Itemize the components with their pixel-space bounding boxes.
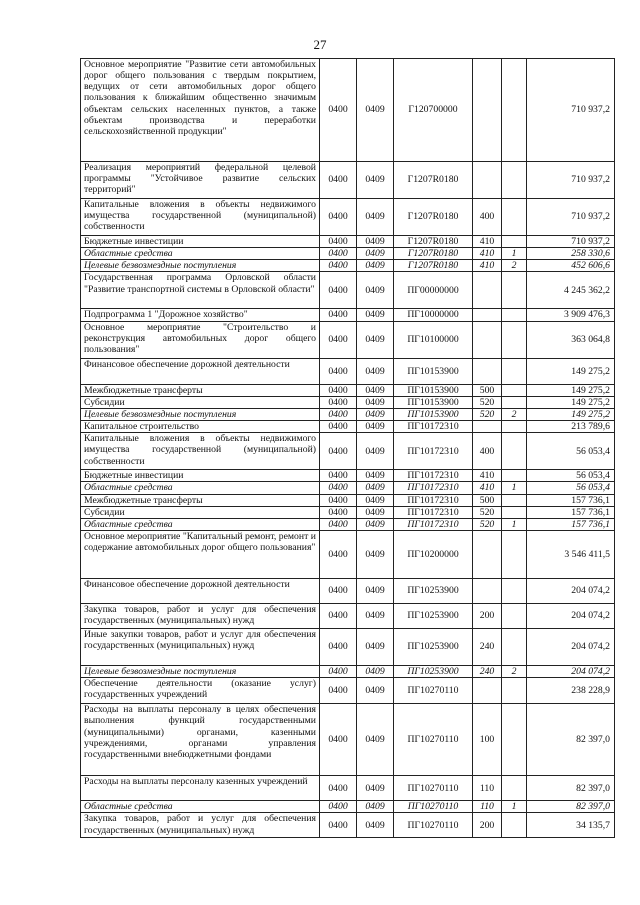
- row-target-article: ПГ10153900: [394, 396, 473, 408]
- row-subsection-code: 0409: [357, 531, 394, 579]
- row-description: Обеспечение деятельности (оказание услуг) государственных учреждений: [81, 678, 320, 704]
- table-row: [81, 666, 615, 678]
- row-description: Капитальные вложения в объекты недвижимого имущества государственной (муниципальной) собственности: [81, 199, 320, 236]
- row-target-article: ПГ10253900: [394, 604, 473, 629]
- row-source-code: [502, 421, 527, 433]
- row-subsection-code: 0409: [357, 494, 394, 506]
- row-target-article: ПГ10172310: [394, 433, 473, 470]
- row-source-code: [502, 494, 527, 506]
- table-row: [81, 579, 615, 604]
- row-source-code: [502, 470, 527, 482]
- row-target-article: ПГ10172310: [394, 482, 473, 494]
- row-amount: 204 074,2: [527, 579, 615, 604]
- row-section-code: 0400: [320, 309, 357, 321]
- row-expense-type: 410: [473, 236, 502, 248]
- table-row: [81, 704, 615, 776]
- row-target-article: ПГ10270110: [394, 813, 473, 838]
- row-subsection-code: 0409: [357, 59, 394, 162]
- row-subsection-code: 0409: [357, 801, 394, 813]
- row-section-code: 0400: [320, 421, 357, 433]
- row-amount: 204 074,2: [527, 629, 615, 666]
- row-subsection-code: 0409: [357, 470, 394, 482]
- row-description: Бюджетные инвестиции: [81, 236, 320, 248]
- row-description: Областные средства: [81, 482, 320, 494]
- row-target-article: ПГ10270110: [394, 678, 473, 704]
- table-row: [81, 776, 615, 801]
- row-source-code: 2: [502, 408, 527, 420]
- row-section-code: 0400: [320, 236, 357, 248]
- row-source-code: [502, 321, 527, 358]
- table-row: [81, 531, 615, 579]
- row-target-article: Г1207R0180: [394, 162, 473, 199]
- row-expense-type: [473, 358, 502, 384]
- row-amount: 258 330,6: [527, 248, 615, 260]
- row-section-code: 0400: [320, 482, 357, 494]
- row-source-code: 2: [502, 666, 527, 678]
- row-section-code: 0400: [320, 666, 357, 678]
- row-expense-type: 520: [473, 396, 502, 408]
- row-source-code: [502, 199, 527, 236]
- row-amount: 238 228,9: [527, 678, 615, 704]
- row-description: Областные средства: [81, 248, 320, 260]
- row-target-article: Г1207R0180: [394, 236, 473, 248]
- table-row: [81, 236, 615, 248]
- row-source-code: [502, 678, 527, 704]
- row-amount: 82 397,0: [527, 776, 615, 801]
- row-subsection-code: 0409: [357, 666, 394, 678]
- row-subsection-code: 0409: [357, 260, 394, 272]
- row-section-code: 0400: [320, 358, 357, 384]
- row-description: Капитальное строительство: [81, 421, 320, 433]
- page-number: 27: [313, 37, 327, 52]
- row-expense-type: 100: [473, 704, 502, 776]
- row-description: Основное мероприятие "Строительство и реконструкция автомобильных дорог общего пользования": [81, 321, 320, 358]
- row-target-article: ПГ10153900: [394, 384, 473, 396]
- row-expense-type: 520: [473, 518, 502, 530]
- row-expense-type: [473, 59, 502, 162]
- row-expense-type: 400: [473, 199, 502, 236]
- table-row: [81, 162, 615, 199]
- table-row: [81, 272, 615, 309]
- row-description: Капитальные вложения в объекты недвижимого имущества государственной (муниципальной) собственности: [81, 433, 320, 470]
- table-row: [81, 384, 615, 396]
- row-source-code: [502, 59, 527, 162]
- row-target-article: ПГ10172310: [394, 518, 473, 530]
- row-description: Областные средства: [81, 801, 320, 813]
- row-subsection-code: 0409: [357, 321, 394, 358]
- row-source-code: [502, 506, 527, 518]
- row-source-code: 1: [502, 518, 527, 530]
- row-description: Субсидии: [81, 396, 320, 408]
- row-subsection-code: 0409: [357, 678, 394, 704]
- row-description: Государственная программа Орловской области "Развитие транспортной системы в Орловской области": [81, 272, 320, 309]
- row-amount: 149 275,2: [527, 358, 615, 384]
- row-description: Субсидии: [81, 506, 320, 518]
- row-target-article: ПГ10172310: [394, 494, 473, 506]
- row-description: Финансовое обеспечение дорожной деятельности: [81, 579, 320, 604]
- row-subsection-code: 0409: [357, 579, 394, 604]
- row-target-article: ПГ10253900: [394, 579, 473, 604]
- row-section-code: 0400: [320, 813, 357, 838]
- row-section-code: 0400: [320, 704, 357, 776]
- row-description: Межбюджетные трансферты: [81, 384, 320, 396]
- table-row: [81, 59, 615, 162]
- row-section-code: 0400: [320, 604, 357, 629]
- row-expense-type: 520: [473, 408, 502, 420]
- row-expense-type: 110: [473, 776, 502, 801]
- row-target-article: Г1207R0180: [394, 248, 473, 260]
- row-target-article: ПГ10200000: [394, 531, 473, 579]
- row-subsection-code: 0409: [357, 482, 394, 494]
- table-row: [81, 494, 615, 506]
- table-row: [81, 408, 615, 420]
- row-expense-type: 410: [473, 470, 502, 482]
- table-row: [81, 470, 615, 482]
- table-row: [81, 433, 615, 470]
- row-description: Целевые безвозмездные поступления: [81, 666, 320, 678]
- row-target-article: ПГ10172310: [394, 470, 473, 482]
- row-section-code: 0400: [320, 531, 357, 579]
- row-amount: 56 053,4: [527, 433, 615, 470]
- table-row: [81, 421, 615, 433]
- table-row: [81, 518, 615, 530]
- row-subsection-code: 0409: [357, 433, 394, 470]
- row-target-article: Г1207R0180: [394, 260, 473, 272]
- table-row: [81, 801, 615, 813]
- table-row: [81, 604, 615, 629]
- row-source-code: 1: [502, 248, 527, 260]
- row-section-code: 0400: [320, 518, 357, 530]
- row-section-code: 0400: [320, 579, 357, 604]
- row-target-article: ПГ10253900: [394, 629, 473, 666]
- row-expense-type: 520: [473, 506, 502, 518]
- row-expense-type: 410: [473, 260, 502, 272]
- row-target-article: Г1207R0180: [394, 199, 473, 236]
- row-source-code: 1: [502, 482, 527, 494]
- row-section-code: 0400: [320, 396, 357, 408]
- row-amount: 157 736,1: [527, 518, 615, 530]
- row-amount: 157 736,1: [527, 506, 615, 518]
- row-section-code: 0400: [320, 248, 357, 260]
- row-amount: 363 064,8: [527, 321, 615, 358]
- row-target-article: ПГ10100000: [394, 321, 473, 358]
- row-description: Межбюджетные трансферты: [81, 494, 320, 506]
- row-amount: 82 397,0: [527, 704, 615, 776]
- row-section-code: 0400: [320, 260, 357, 272]
- row-amount: 82 397,0: [527, 801, 615, 813]
- table-row: [81, 260, 615, 272]
- budget-table: [80, 58, 615, 838]
- row-section-code: 0400: [320, 506, 357, 518]
- row-section-code: 0400: [320, 162, 357, 199]
- row-description: Основное мероприятие "Развитие сети автомобильных дорог общего пользования с твердым покрытием, ведущих от сети автомобильных дорог общего пользования к ближайшим общественно значимым объектам сельских населенных пунктов, а также объектам производства и переработки сельскохозяйственной продукции": [81, 59, 320, 162]
- row-expense-type: [473, 321, 502, 358]
- row-section-code: 0400: [320, 433, 357, 470]
- row-subsection-code: 0409: [357, 813, 394, 838]
- row-expense-type: [473, 272, 502, 309]
- row-target-article: Г120700000: [394, 59, 473, 162]
- row-description: Иные закупки товаров, работ и услуг для обеспечения государственных (муниципальных) нужд: [81, 629, 320, 666]
- row-source-code: [502, 272, 527, 309]
- row-description: Подпрограмма 1 "Дорожное хозяйство": [81, 309, 320, 321]
- row-expense-type: 410: [473, 248, 502, 260]
- row-target-article: ПГ10270110: [394, 704, 473, 776]
- row-amount: 3 546 411,5: [527, 531, 615, 579]
- row-amount: 213 789,6: [527, 421, 615, 433]
- row-source-code: [502, 704, 527, 776]
- row-amount: 710 937,2: [527, 59, 615, 162]
- table-row: [81, 199, 615, 236]
- row-expense-type: [473, 162, 502, 199]
- row-section-code: 0400: [320, 470, 357, 482]
- row-source-code: [502, 236, 527, 248]
- row-description: Областные средства: [81, 518, 320, 530]
- row-source-code: [502, 813, 527, 838]
- row-subsection-code: 0409: [357, 776, 394, 801]
- row-expense-type: [473, 579, 502, 604]
- row-description: Целевые безвозмездные поступления: [81, 260, 320, 272]
- row-section-code: 0400: [320, 408, 357, 420]
- row-expense-type: [473, 531, 502, 579]
- row-amount: 149 275,2: [527, 396, 615, 408]
- row-amount: 204 074,2: [527, 604, 615, 629]
- row-amount: 149 275,2: [527, 408, 615, 420]
- row-section-code: 0400: [320, 272, 357, 309]
- row-subsection-code: 0409: [357, 396, 394, 408]
- row-source-code: 1: [502, 801, 527, 813]
- table-row: [81, 629, 615, 666]
- row-target-article: ПГ10172310: [394, 506, 473, 518]
- row-source-code: [502, 358, 527, 384]
- table-row: [81, 309, 615, 321]
- row-expense-type: [473, 421, 502, 433]
- row-target-article: ПГ10153900: [394, 408, 473, 420]
- row-expense-type: 410: [473, 482, 502, 494]
- row-expense-type: [473, 309, 502, 321]
- row-amount: 34 135,7: [527, 813, 615, 838]
- row-target-article: ПГ10270110: [394, 801, 473, 813]
- row-source-code: 2: [502, 260, 527, 272]
- row-amount: 710 937,2: [527, 236, 615, 248]
- row-subsection-code: 0409: [357, 248, 394, 260]
- row-expense-type: 200: [473, 813, 502, 838]
- row-section-code: 0400: [320, 59, 357, 162]
- row-amount: 710 937,2: [527, 162, 615, 199]
- row-expense-type: 400: [473, 433, 502, 470]
- row-amount: 149 275,2: [527, 384, 615, 396]
- table-row: [81, 358, 615, 384]
- row-amount: 710 937,2: [527, 199, 615, 236]
- row-expense-type: [473, 678, 502, 704]
- row-description: Бюджетные инвестиции: [81, 470, 320, 482]
- row-source-code: [502, 776, 527, 801]
- row-section-code: 0400: [320, 199, 357, 236]
- row-target-article: ПГ10000000: [394, 309, 473, 321]
- row-target-article: ПГ10270110: [394, 776, 473, 801]
- row-subsection-code: 0409: [357, 358, 394, 384]
- row-subsection-code: 0409: [357, 408, 394, 420]
- row-subsection-code: 0409: [357, 604, 394, 629]
- table-row: [81, 813, 615, 838]
- row-amount: 157 736,1: [527, 494, 615, 506]
- row-description: Реализация мероприятий федеральной целевой программы "Устойчивое развитие сельских территорий": [81, 162, 320, 199]
- row-target-article: ПГ00000000: [394, 272, 473, 309]
- row-section-code: 0400: [320, 776, 357, 801]
- row-amount: 452 606,6: [527, 260, 615, 272]
- row-amount: 4 245 362,2: [527, 272, 615, 309]
- row-description: Расходы на выплаты персоналу казенных учреждений: [81, 776, 320, 801]
- row-section-code: 0400: [320, 384, 357, 396]
- row-source-code: [502, 629, 527, 666]
- row-source-code: [502, 309, 527, 321]
- row-section-code: 0400: [320, 801, 357, 813]
- row-section-code: 0400: [320, 629, 357, 666]
- row-subsection-code: 0409: [357, 162, 394, 199]
- table-row: [81, 482, 615, 494]
- row-subsection-code: 0409: [357, 236, 394, 248]
- row-source-code: [502, 531, 527, 579]
- row-description: Закупка товаров, работ и услуг для обеспечения государственных (муниципальных) нужд: [81, 604, 320, 629]
- row-amount: 3 909 476,3: [527, 309, 615, 321]
- row-target-article: ПГ10253900: [394, 666, 473, 678]
- table-row: [81, 678, 615, 704]
- row-subsection-code: 0409: [357, 309, 394, 321]
- row-section-code: 0400: [320, 494, 357, 506]
- row-source-code: [502, 162, 527, 199]
- row-subsection-code: 0409: [357, 272, 394, 309]
- row-subsection-code: 0409: [357, 704, 394, 776]
- row-subsection-code: 0409: [357, 629, 394, 666]
- row-subsection-code: 0409: [357, 199, 394, 236]
- row-subsection-code: 0409: [357, 384, 394, 396]
- row-source-code: [502, 604, 527, 629]
- row-section-code: 0400: [320, 321, 357, 358]
- row-subsection-code: 0409: [357, 518, 394, 530]
- row-description: Целевые безвозмездные поступления: [81, 408, 320, 420]
- row-amount: 204 074,2: [527, 666, 615, 678]
- row-expense-type: 500: [473, 384, 502, 396]
- row-source-code: [502, 579, 527, 604]
- table-row: [81, 506, 615, 518]
- row-expense-type: 110: [473, 801, 502, 813]
- row-amount: 56 053,4: [527, 470, 615, 482]
- row-description: Основное мероприятие "Капитальный ремонт, ремонт и содержание автомобильных дорог общего пользования": [81, 531, 320, 579]
- row-source-code: [502, 433, 527, 470]
- table-row: [81, 321, 615, 358]
- row-source-code: [502, 384, 527, 396]
- row-section-code: 0400: [320, 678, 357, 704]
- row-target-article: ПГ10153900: [394, 358, 473, 384]
- row-expense-type: 500: [473, 494, 502, 506]
- table-row: [81, 248, 615, 260]
- row-amount: 56 053,4: [527, 482, 615, 494]
- row-subsection-code: 0409: [357, 506, 394, 518]
- row-expense-type: 200: [473, 604, 502, 629]
- row-subsection-code: 0409: [357, 421, 394, 433]
- row-expense-type: 240: [473, 629, 502, 666]
- row-description: Финансовое обеспечение дорожной деятельности: [81, 358, 320, 384]
- row-expense-type: 240: [473, 666, 502, 678]
- row-source-code: [502, 396, 527, 408]
- row-target-article: ПГ10172310: [394, 421, 473, 433]
- table-row: [81, 396, 615, 408]
- row-description: Закупка товаров, работ и услуг для обеспечения государственных (муниципальных) нужд: [81, 813, 320, 838]
- row-description: Расходы на выплаты персоналу в целях обеспечения выполнения функций государственными (муниципальными) органами, казенными учреждениями, органами управления государственными внебюджетными фондами: [81, 704, 320, 776]
